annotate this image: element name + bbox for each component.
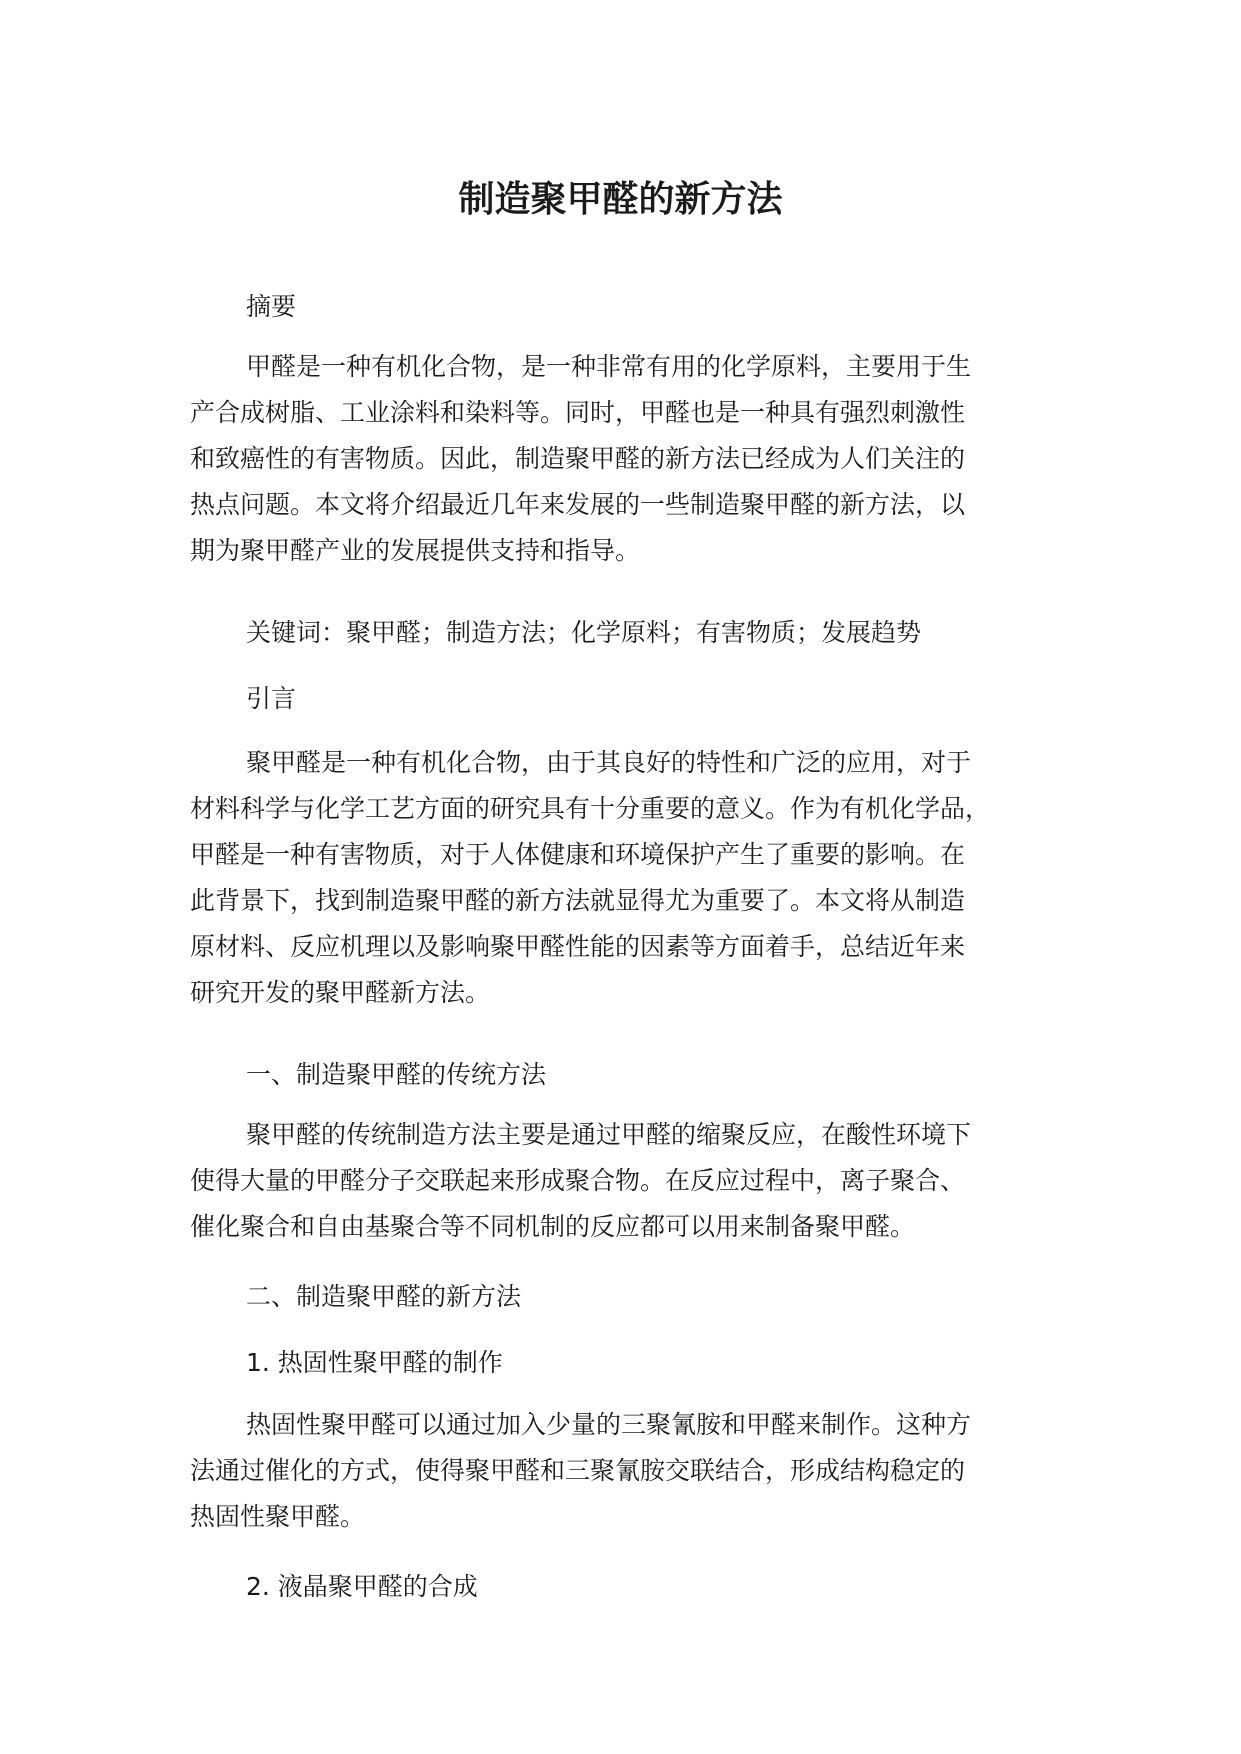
keywords-text: 关键词：聚甲醛；制造方法；化学原料；有害物质；发展趋势 bbox=[246, 618, 922, 647]
intro-heading bbox=[190, 676, 1070, 722]
subsection1-heading bbox=[190, 1340, 1070, 1386]
heading-line: 1. 热固性聚甲醛的制作 bbox=[246, 1348, 503, 1377]
heading-line: 二、制造聚甲醛的新方法 bbox=[246, 1282, 522, 1311]
paragraph-line: 研究开发的聚甲醛新方法。 bbox=[190, 978, 491, 1007]
paragraph-line: 使得大量的甲醛分子交联起来形成聚合物。在反应过程中，离子聚合、 bbox=[190, 1166, 966, 1195]
document-title: 制造聚甲醛的新方法 bbox=[458, 179, 783, 220]
heading-line: 摘要 bbox=[246, 292, 297, 321]
section1-heading bbox=[190, 1052, 1070, 1098]
heading-line: 引言 bbox=[246, 684, 297, 713]
paragraph-line: 甲醛是一种有机化合物，是一种非常有用的化学原料，主要用于生 bbox=[246, 352, 972, 381]
section1-paragraph bbox=[190, 1112, 1070, 1250]
paragraph-line: 热点问题。本文将介绍最近几年来发展的一些制造聚甲醛的新方法，以 bbox=[190, 490, 966, 519]
abstract-heading bbox=[190, 284, 1070, 330]
heading-line: 一、制造聚甲醛的传统方法 bbox=[246, 1060, 547, 1089]
paragraph-line: 和致癌性的有害物质。因此，制造聚甲醛的新方法已经成为人们关注的 bbox=[190, 444, 966, 473]
heading-line: 2. 液晶聚甲醛的合成 bbox=[246, 1572, 478, 1601]
paragraph-line: 产合成树脂、工业涂料和染料等。同时，甲醛也是一种具有强烈刺激性 bbox=[190, 398, 966, 427]
paragraph-line: 聚甲醛的传统制造方法主要是通过甲醛的缩聚反应，在酸性环境下 bbox=[246, 1120, 972, 1149]
paragraph-line: 热固性聚甲醛。 bbox=[190, 1502, 366, 1531]
subsection2-heading bbox=[190, 1564, 1070, 1610]
paragraph-line: 原材料、反应机理以及影响聚甲醛性能的因素等方面着手，总结近年来 bbox=[190, 932, 966, 961]
paragraph-line: 甲醛是一种有害物质，对于人体健康和环境保护产生了重要的影响。在 bbox=[190, 840, 966, 869]
paragraph-line: 热固性聚甲醛可以通过加入少量的三聚氰胺和甲醛来制作。这种方 bbox=[246, 1410, 972, 1439]
paragraph-line: 材料科学与化学工艺方面的研究具有十分重要的意义。作为有机化学品， bbox=[190, 794, 991, 823]
paragraph-line: 法通过催化的方式，使得聚甲醛和三聚氰胺交联结合，形成结构稳定的 bbox=[190, 1456, 966, 1485]
keywords-line bbox=[190, 610, 1070, 656]
abstract-paragraph bbox=[190, 344, 1070, 574]
paragraph-line: 催化聚合和自由基聚合等不同机制的反应都可以用来制备聚甲醛。 bbox=[190, 1212, 916, 1241]
paragraph-line: 此背景下，找到制造聚甲醛的新方法就显得尤为重要了。本文将从制造 bbox=[190, 886, 966, 915]
paragraph-line: 期为聚甲醛产业的发展提供支持和指导。 bbox=[190, 536, 641, 565]
intro-paragraph bbox=[190, 740, 1070, 1016]
section2-heading bbox=[190, 1274, 1070, 1320]
subsection1-paragraph bbox=[190, 1402, 1070, 1540]
paragraph-line: 聚甲醛是一种有机化合物，由于其良好的特性和广泛的应用，对于 bbox=[246, 748, 972, 777]
